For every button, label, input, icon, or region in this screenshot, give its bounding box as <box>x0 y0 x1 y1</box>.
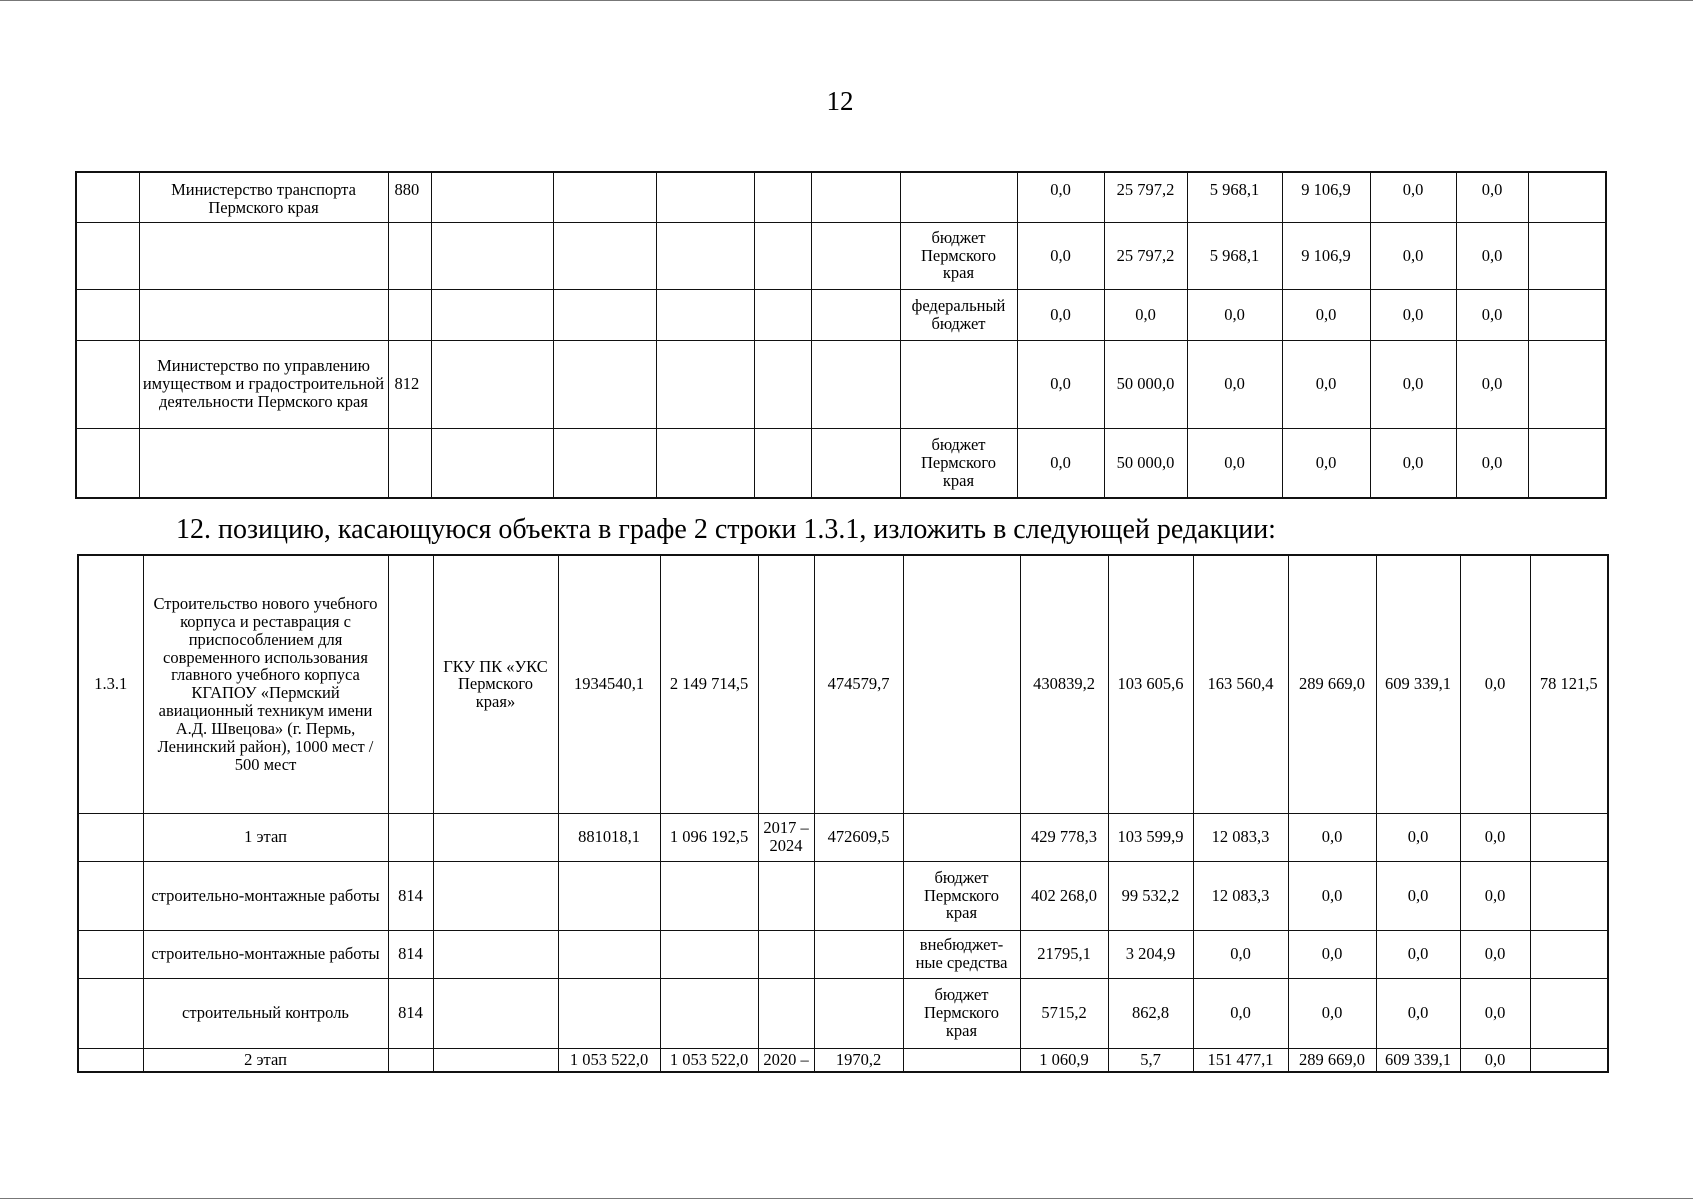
value-cell: 103 599,9 <box>1108 813 1193 861</box>
value-cell: 5 968,1 <box>1187 222 1282 289</box>
budget-code-cell <box>388 289 431 340</box>
funding-source-cell: внебюджет-ные средства <box>903 930 1020 978</box>
value-cell: 0,0 <box>1288 978 1376 1048</box>
value-cell: 99 532,2 <box>1108 861 1193 930</box>
value-cell: 0,0 <box>1456 289 1528 340</box>
executor-name-cell <box>139 289 388 340</box>
value-cell: 0,0 <box>1282 340 1370 428</box>
table-row <box>78 861 1608 930</box>
value-cell: 50 000,0 <box>1104 428 1187 498</box>
value-cell: 0,0 <box>1370 172 1456 222</box>
empty-cell <box>811 428 900 498</box>
executor-name-cell: Министерство транспорта Пермского края <box>139 172 388 222</box>
row-number-cell <box>76 222 139 289</box>
scan-edge-line <box>0 1198 1693 1199</box>
value-cell: 289 669,0 <box>1288 555 1376 813</box>
value-cell: 862,8 <box>1108 978 1193 1048</box>
object-name-cell: Строительство нового учебного корпуса и реставрация с приспособлением для современного использования главного учебного корпуса КГАПОУ «Пермский авиационный техникум имени А.Д. Швецова» (г. Пермь, Ленинский район), 1000 мест / 500 мест <box>143 555 388 813</box>
value-cell: 151 477,1 <box>1193 1048 1288 1072</box>
empty-cell <box>811 289 900 340</box>
period-cell <box>758 930 814 978</box>
table-row <box>78 813 1608 861</box>
value-cell <box>1530 1048 1608 1072</box>
empty-cell <box>553 428 656 498</box>
empty-cell <box>553 289 656 340</box>
value-cell: 0,0 <box>1193 930 1288 978</box>
value-cell: 609 339,1 <box>1376 1048 1460 1072</box>
funding-source-cell: федеральный бюджет <box>900 289 1017 340</box>
customer-cell <box>433 861 558 930</box>
value-cell: 21795,1 <box>1020 930 1108 978</box>
value-cell: 0,0 <box>1460 930 1530 978</box>
period-cell: 2020 – <box>758 1048 814 1072</box>
value-cell <box>660 978 758 1048</box>
value-cell: 1 060,9 <box>1020 1048 1108 1072</box>
period-cell: 2017 – 2024 <box>758 813 814 861</box>
value-cell: 0,0 <box>1017 172 1104 222</box>
value-cell: 0,0 <box>1288 930 1376 978</box>
value-cell: 881018,1 <box>558 813 660 861</box>
table-row <box>76 222 1606 289</box>
value-cell: 0,0 <box>1104 289 1187 340</box>
object-name-cell: строительный контроль <box>143 978 388 1048</box>
value-cell: 9 106,9 <box>1282 172 1370 222</box>
value-cell: 50 000,0 <box>1104 340 1187 428</box>
row-number-cell <box>78 861 143 930</box>
value-cell <box>814 978 903 1048</box>
value-cell: 0,0 <box>1376 930 1460 978</box>
value-cell: 1 096 192,5 <box>660 813 758 861</box>
empty-cell <box>656 222 754 289</box>
value-cell: 25 797,2 <box>1104 172 1187 222</box>
value-cell: 78 121,5 <box>1530 555 1608 813</box>
value-cell: 0,0 <box>1282 289 1370 340</box>
value-cell <box>1528 289 1606 340</box>
value-cell: 0,0 <box>1460 555 1530 813</box>
value-cell: 1 053 522,0 <box>660 1048 758 1072</box>
funding-source-cell <box>900 172 1017 222</box>
customer-cell <box>433 930 558 978</box>
row-number-cell <box>78 813 143 861</box>
value-cell: 474579,7 <box>814 555 903 813</box>
value-cell <box>1530 978 1608 1048</box>
budget-code-cell: 812 <box>388 340 431 428</box>
value-cell <box>558 978 660 1048</box>
value-cell <box>1530 813 1608 861</box>
value-cell: 0,0 <box>1376 861 1460 930</box>
value-cell: 0,0 <box>1017 340 1104 428</box>
empty-cell <box>431 428 553 498</box>
value-cell: 402 268,0 <box>1020 861 1108 930</box>
value-cell: 5715,2 <box>1020 978 1108 1048</box>
value-cell: 0,0 <box>1370 340 1456 428</box>
value-cell: 5 968,1 <box>1187 172 1282 222</box>
page-number: 12 <box>826 86 854 116</box>
value-cell: 5,7 <box>1108 1048 1193 1072</box>
funding-source-cell: бюджет Пермского края <box>903 978 1020 1048</box>
empty-cell <box>431 289 553 340</box>
value-cell: 2 149 714,5 <box>660 555 758 813</box>
row-number-cell <box>78 978 143 1048</box>
budget-code-cell <box>388 222 431 289</box>
empty-cell <box>656 172 754 222</box>
customer-cell <box>433 813 558 861</box>
table-row <box>78 978 1608 1048</box>
object-name-cell: 1 этап <box>143 813 388 861</box>
empty-cell <box>553 222 656 289</box>
table-row <box>76 289 1606 340</box>
value-cell: 1934540,1 <box>558 555 660 813</box>
object-name-cell: строительно-монтажные работы <box>143 930 388 978</box>
object-name-cell: 2 этап <box>143 1048 388 1072</box>
value-cell: 472609,5 <box>814 813 903 861</box>
value-cell: 12 083,3 <box>1193 813 1288 861</box>
value-cell <box>660 861 758 930</box>
value-cell: 0,0 <box>1187 428 1282 498</box>
value-cell <box>558 861 660 930</box>
value-cell: 0,0 <box>1460 978 1530 1048</box>
value-cell: 0,0 <box>1456 428 1528 498</box>
row-number-cell <box>76 172 139 222</box>
value-cell: 0,0 <box>1376 813 1460 861</box>
funding-source-cell: бюджет Пермского края <box>900 428 1017 498</box>
value-cell: 0,0 <box>1017 289 1104 340</box>
value-cell <box>814 930 903 978</box>
value-cell <box>558 930 660 978</box>
row-number-cell <box>76 289 139 340</box>
value-cell <box>1528 428 1606 498</box>
amendment-heading: 12. позицию, касающуюся объекта в графе 2 строки 1.3.1, изложить в следующей редакции: <box>176 514 1276 545</box>
budget-code-cell <box>388 813 433 861</box>
value-cell: 0,0 <box>1370 428 1456 498</box>
value-cell <box>1530 861 1608 930</box>
empty-cell <box>431 172 553 222</box>
value-cell: 0,0 <box>1460 861 1530 930</box>
value-cell: 0,0 <box>1288 813 1376 861</box>
customer-cell <box>433 1048 558 1072</box>
value-cell: 0,0 <box>1187 340 1282 428</box>
empty-cell <box>811 340 900 428</box>
row-number-cell: 1.3.1 <box>78 555 143 813</box>
value-cell: 429 778,3 <box>1020 813 1108 861</box>
value-cell <box>1530 930 1608 978</box>
value-cell <box>1528 172 1606 222</box>
funding-table-continuation <box>75 171 1607 499</box>
period-cell <box>758 555 814 813</box>
row-number-cell <box>78 1048 143 1072</box>
value-cell: 0,0 <box>1288 861 1376 930</box>
value-cell <box>660 930 758 978</box>
table-row <box>78 1048 1608 1072</box>
period-cell <box>758 978 814 1048</box>
row-number-cell <box>76 340 139 428</box>
value-cell: 0,0 <box>1456 222 1528 289</box>
budget-code-cell: 814 <box>388 930 433 978</box>
empty-cell <box>811 172 900 222</box>
funding-source-cell <box>903 813 1020 861</box>
customer-cell <box>433 978 558 1048</box>
empty-cell <box>656 428 754 498</box>
value-cell: 0,0 <box>1460 1048 1530 1072</box>
funding-source-cell <box>903 1048 1020 1072</box>
value-cell: 0,0 <box>1460 813 1530 861</box>
object-table-1-3-1 <box>77 554 1609 1073</box>
executor-name-cell <box>139 428 388 498</box>
empty-cell <box>754 428 811 498</box>
value-cell: 0,0 <box>1456 340 1528 428</box>
value-cell: 0,0 <box>1187 289 1282 340</box>
row-number-cell <box>78 930 143 978</box>
funding-source-cell: бюджет Пермского края <box>903 861 1020 930</box>
executor-name-cell <box>139 222 388 289</box>
value-cell: 103 605,6 <box>1108 555 1193 813</box>
value-cell: 3 204,9 <box>1108 930 1193 978</box>
empty-cell <box>811 222 900 289</box>
value-cell: 1970,2 <box>814 1048 903 1072</box>
value-cell: 0,0 <box>1370 289 1456 340</box>
value-cell: 0,0 <box>1017 428 1104 498</box>
budget-code-cell: 880 <box>388 172 431 222</box>
budget-code-cell <box>388 555 433 813</box>
value-cell: 163 560,4 <box>1193 555 1288 813</box>
table-row <box>78 930 1608 978</box>
customer-cell: ГКУ ПК «УКС Пермского края» <box>433 555 558 813</box>
value-cell: 430839,2 <box>1020 555 1108 813</box>
empty-cell <box>431 340 553 428</box>
value-cell: 0,0 <box>1456 172 1528 222</box>
table-row <box>76 428 1606 498</box>
value-cell <box>814 861 903 930</box>
executor-name-cell: Министерство по управлению имуществом и градостроительной деятельности Пермского края <box>139 340 388 428</box>
value-cell <box>1528 222 1606 289</box>
value-cell: 25 797,2 <box>1104 222 1187 289</box>
empty-cell <box>656 289 754 340</box>
table-row <box>76 172 1606 222</box>
table-row <box>76 340 1606 428</box>
value-cell: 0,0 <box>1193 978 1288 1048</box>
value-cell: 0,0 <box>1370 222 1456 289</box>
table-row <box>78 555 1608 813</box>
budget-code-cell: 814 <box>388 861 433 930</box>
funding-source-cell <box>900 340 1017 428</box>
value-cell: 1 053 522,0 <box>558 1048 660 1072</box>
scan-edge-line <box>0 0 1693 1</box>
budget-code-cell <box>388 428 431 498</box>
empty-cell <box>431 222 553 289</box>
budget-code-cell <box>388 1048 433 1072</box>
funding-source-cell: бюджет Пермского края <box>900 222 1017 289</box>
funding-source-cell <box>903 555 1020 813</box>
value-cell: 9 106,9 <box>1282 222 1370 289</box>
object-name-cell: строительно-монтажные работы <box>143 861 388 930</box>
value-cell: 0,0 <box>1376 978 1460 1048</box>
empty-cell <box>754 222 811 289</box>
empty-cell <box>656 340 754 428</box>
empty-cell <box>553 340 656 428</box>
value-cell: 289 669,0 <box>1288 1048 1376 1072</box>
empty-cell <box>754 172 811 222</box>
empty-cell <box>553 172 656 222</box>
row-number-cell <box>76 428 139 498</box>
value-cell <box>1528 340 1606 428</box>
empty-cell <box>754 340 811 428</box>
value-cell: 609 339,1 <box>1376 555 1460 813</box>
value-cell: 0,0 <box>1282 428 1370 498</box>
value-cell: 12 083,3 <box>1193 861 1288 930</box>
budget-code-cell: 814 <box>388 978 433 1048</box>
empty-cell <box>754 289 811 340</box>
value-cell: 0,0 <box>1017 222 1104 289</box>
period-cell <box>758 861 814 930</box>
